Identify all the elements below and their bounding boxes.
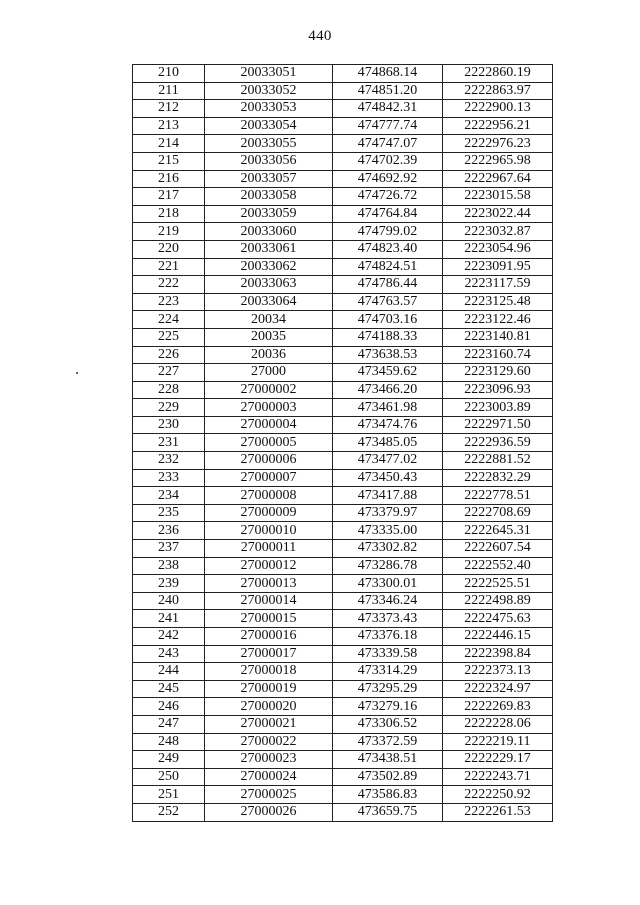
point-id-cell: 20033059 xyxy=(205,205,333,223)
row-index-cell: 223 xyxy=(133,293,205,311)
table-row xyxy=(133,663,553,681)
point-id-cell: 27000016 xyxy=(205,628,333,646)
point-id-cell: 20035 xyxy=(205,328,333,346)
table-row xyxy=(133,152,553,170)
row-index-cell: 235 xyxy=(133,504,205,522)
x-coordinate-cell: 473659.75 xyxy=(333,803,443,821)
point-id-cell: 20033053 xyxy=(205,100,333,118)
y-coordinate-cell: 2222832.29 xyxy=(443,469,553,487)
point-id-cell: 20033051 xyxy=(205,65,333,83)
point-id-cell: 27000024 xyxy=(205,768,333,786)
table-row xyxy=(133,469,553,487)
row-index-cell: 230 xyxy=(133,416,205,434)
table-row xyxy=(133,82,553,100)
x-coordinate-cell: 473474.76 xyxy=(333,416,443,434)
table-row xyxy=(133,399,553,417)
row-index-cell: 219 xyxy=(133,223,205,241)
point-id-cell: 27000026 xyxy=(205,803,333,821)
y-coordinate-cell: 2222228.06 xyxy=(443,715,553,733)
row-index-cell: 247 xyxy=(133,715,205,733)
y-coordinate-cell: 2223140.81 xyxy=(443,328,553,346)
point-id-cell: 20033057 xyxy=(205,170,333,188)
row-index-cell: 237 xyxy=(133,540,205,558)
row-index-cell: 241 xyxy=(133,610,205,628)
row-index-cell: 234 xyxy=(133,487,205,505)
x-coordinate-cell: 474703.16 xyxy=(333,311,443,329)
point-id-cell: 20036 xyxy=(205,346,333,364)
table-row xyxy=(133,698,553,716)
table-row xyxy=(133,452,553,470)
row-index-cell: 252 xyxy=(133,803,205,821)
point-id-cell: 20033060 xyxy=(205,223,333,241)
table-row xyxy=(133,786,553,804)
y-coordinate-cell: 2223129.60 xyxy=(443,364,553,382)
y-coordinate-cell: 2223015.58 xyxy=(443,188,553,206)
row-index-cell: 245 xyxy=(133,680,205,698)
row-index-cell: 248 xyxy=(133,733,205,751)
page-number: 440 xyxy=(308,28,332,44)
table-row xyxy=(133,381,553,399)
x-coordinate-cell: 473586.83 xyxy=(333,786,443,804)
point-id-cell: 20033064 xyxy=(205,293,333,311)
y-coordinate-cell: 2222446.15 xyxy=(443,628,553,646)
table-row xyxy=(133,223,553,241)
row-index-cell: 250 xyxy=(133,768,205,786)
table-row xyxy=(133,188,553,206)
x-coordinate-cell: 473300.01 xyxy=(333,575,443,593)
row-index-cell: 222 xyxy=(133,276,205,294)
point-id-cell: 20033061 xyxy=(205,240,333,258)
x-coordinate-cell: 473417.88 xyxy=(333,487,443,505)
x-coordinate-cell: 474726.72 xyxy=(333,188,443,206)
x-coordinate-cell: 473346.24 xyxy=(333,592,443,610)
y-coordinate-cell: 2222261.53 xyxy=(443,803,553,821)
point-id-cell: 20033055 xyxy=(205,135,333,153)
point-id-cell: 27000010 xyxy=(205,522,333,540)
y-coordinate-cell: 2222373.13 xyxy=(443,663,553,681)
x-coordinate-cell: 474692.92 xyxy=(333,170,443,188)
y-coordinate-cell: 2222860.19 xyxy=(443,65,553,83)
y-coordinate-cell: 2223122.46 xyxy=(443,311,553,329)
table-row xyxy=(133,487,553,505)
point-id-cell: 27000011 xyxy=(205,540,333,558)
x-coordinate-cell: 473376.18 xyxy=(333,628,443,646)
x-coordinate-cell: 473438.51 xyxy=(333,751,443,769)
row-index-cell: 228 xyxy=(133,381,205,399)
x-coordinate-cell: 473279.16 xyxy=(333,698,443,716)
table-row xyxy=(133,364,553,382)
point-id-cell: 27000 xyxy=(205,364,333,382)
x-coordinate-cell: 474799.02 xyxy=(333,223,443,241)
y-coordinate-cell: 2222243.71 xyxy=(443,768,553,786)
y-coordinate-cell: 2223096.93 xyxy=(443,381,553,399)
row-index-cell: 220 xyxy=(133,240,205,258)
table-row xyxy=(133,258,553,276)
row-index-cell: 213 xyxy=(133,117,205,135)
table-row xyxy=(133,733,553,751)
x-coordinate-cell: 473459.62 xyxy=(333,364,443,382)
table-row xyxy=(133,416,553,434)
table-row xyxy=(133,540,553,558)
x-coordinate-cell: 473466.20 xyxy=(333,381,443,399)
row-index-cell: 242 xyxy=(133,628,205,646)
y-coordinate-cell: 2222778.51 xyxy=(443,487,553,505)
y-coordinate-cell: 2222250.92 xyxy=(443,786,553,804)
table-row xyxy=(133,170,553,188)
table-row xyxy=(133,205,553,223)
table-row xyxy=(133,311,553,329)
y-coordinate-cell: 2222976.23 xyxy=(443,135,553,153)
y-coordinate-cell: 2222900.13 xyxy=(443,100,553,118)
point-id-cell: 27000015 xyxy=(205,610,333,628)
row-index-cell: 229 xyxy=(133,399,205,417)
table-row xyxy=(133,135,553,153)
point-id-cell: 20033056 xyxy=(205,152,333,170)
x-coordinate-cell: 474824.51 xyxy=(333,258,443,276)
row-index-cell: 225 xyxy=(133,328,205,346)
y-coordinate-cell: 2222936.59 xyxy=(443,434,553,452)
row-index-cell: 224 xyxy=(133,311,205,329)
y-coordinate-cell: 2222324.97 xyxy=(443,680,553,698)
point-id-cell: 20034 xyxy=(205,311,333,329)
table-row xyxy=(133,628,553,646)
point-id-cell: 27000012 xyxy=(205,557,333,575)
table-row xyxy=(133,592,553,610)
row-index-cell: 233 xyxy=(133,469,205,487)
row-index-cell: 251 xyxy=(133,786,205,804)
table-row xyxy=(133,522,553,540)
point-id-cell: 27000019 xyxy=(205,680,333,698)
row-index-cell: 218 xyxy=(133,205,205,223)
point-id-cell: 27000022 xyxy=(205,733,333,751)
point-id-cell: 27000005 xyxy=(205,434,333,452)
point-id-cell: 20033054 xyxy=(205,117,333,135)
row-index-cell: 210 xyxy=(133,65,205,83)
table-row xyxy=(133,575,553,593)
row-index-cell: 221 xyxy=(133,258,205,276)
point-id-cell: 27000009 xyxy=(205,504,333,522)
table-row xyxy=(133,610,553,628)
table-row xyxy=(133,100,553,118)
x-coordinate-cell: 474842.31 xyxy=(333,100,443,118)
y-coordinate-cell: 2222881.52 xyxy=(443,452,553,470)
y-coordinate-cell: 2222708.69 xyxy=(443,504,553,522)
x-coordinate-cell: 474702.39 xyxy=(333,152,443,170)
y-coordinate-cell: 2222965.98 xyxy=(443,152,553,170)
y-coordinate-cell: 2222229.17 xyxy=(443,751,553,769)
row-index-cell: 212 xyxy=(133,100,205,118)
point-id-cell: 27000018 xyxy=(205,663,333,681)
table-row xyxy=(133,240,553,258)
y-coordinate-cell: 2223091.95 xyxy=(443,258,553,276)
x-coordinate-cell: 474747.07 xyxy=(333,135,443,153)
x-coordinate-cell: 473295.29 xyxy=(333,680,443,698)
x-coordinate-cell: 473372.59 xyxy=(333,733,443,751)
y-coordinate-cell: 2222398.84 xyxy=(443,645,553,663)
x-coordinate-cell: 473461.98 xyxy=(333,399,443,417)
y-coordinate-cell: 2222971.50 xyxy=(443,416,553,434)
y-coordinate-cell: 2222552.40 xyxy=(443,557,553,575)
x-coordinate-cell: 473502.89 xyxy=(333,768,443,786)
x-coordinate-cell: 474851.20 xyxy=(333,82,443,100)
point-id-cell: 27000017 xyxy=(205,645,333,663)
x-coordinate-cell: 474868.14 xyxy=(333,65,443,83)
x-coordinate-cell: 474763.57 xyxy=(333,293,443,311)
table-row xyxy=(133,803,553,821)
point-id-cell: 27000021 xyxy=(205,715,333,733)
row-index-cell: 244 xyxy=(133,663,205,681)
x-coordinate-cell: 473302.82 xyxy=(333,540,443,558)
y-coordinate-cell: 2222863.97 xyxy=(443,82,553,100)
x-coordinate-cell: 474777.74 xyxy=(333,117,443,135)
row-index-cell: 226 xyxy=(133,346,205,364)
x-coordinate-cell: 473306.52 xyxy=(333,715,443,733)
row-index-cell: 217 xyxy=(133,188,205,206)
y-coordinate-cell: 2222967.64 xyxy=(443,170,553,188)
table-row xyxy=(133,117,553,135)
x-coordinate-cell: 473477.02 xyxy=(333,452,443,470)
x-coordinate-cell: 473450.43 xyxy=(333,469,443,487)
y-coordinate-cell: 2223022.44 xyxy=(443,205,553,223)
y-coordinate-cell: 2222645.31 xyxy=(443,522,553,540)
margin-mark xyxy=(76,372,78,374)
y-coordinate-cell: 2222607.54 xyxy=(443,540,553,558)
coordinates-table xyxy=(132,64,553,822)
y-coordinate-cell: 2223003.89 xyxy=(443,399,553,417)
point-id-cell: 27000023 xyxy=(205,751,333,769)
point-id-cell: 27000014 xyxy=(205,592,333,610)
row-index-cell: 211 xyxy=(133,82,205,100)
x-coordinate-cell: 473373.43 xyxy=(333,610,443,628)
row-index-cell: 238 xyxy=(133,557,205,575)
point-id-cell: 27000007 xyxy=(205,469,333,487)
y-coordinate-cell: 2223125.48 xyxy=(443,293,553,311)
row-index-cell: 216 xyxy=(133,170,205,188)
point-id-cell: 27000003 xyxy=(205,399,333,417)
row-index-cell: 243 xyxy=(133,645,205,663)
point-id-cell: 27000025 xyxy=(205,786,333,804)
table-row xyxy=(133,751,553,769)
x-coordinate-cell: 474764.84 xyxy=(333,205,443,223)
table-row xyxy=(133,768,553,786)
point-id-cell: 27000008 xyxy=(205,487,333,505)
table-row xyxy=(133,434,553,452)
y-coordinate-cell: 2223160.74 xyxy=(443,346,553,364)
point-id-cell: 20033052 xyxy=(205,82,333,100)
x-coordinate-cell: 473339.58 xyxy=(333,645,443,663)
point-id-cell: 27000013 xyxy=(205,575,333,593)
x-coordinate-cell: 473335.00 xyxy=(333,522,443,540)
point-id-cell: 27000006 xyxy=(205,452,333,470)
table-row xyxy=(133,328,553,346)
row-index-cell: 232 xyxy=(133,452,205,470)
row-index-cell: 239 xyxy=(133,575,205,593)
y-coordinate-cell: 2222219.11 xyxy=(443,733,553,751)
table-row xyxy=(133,680,553,698)
table-row xyxy=(133,276,553,294)
y-coordinate-cell: 2222269.83 xyxy=(443,698,553,716)
row-index-cell: 236 xyxy=(133,522,205,540)
row-index-cell: 214 xyxy=(133,135,205,153)
x-coordinate-cell: 473638.53 xyxy=(333,346,443,364)
table-row xyxy=(133,293,553,311)
row-index-cell: 240 xyxy=(133,592,205,610)
x-coordinate-cell: 473485.05 xyxy=(333,434,443,452)
row-index-cell: 246 xyxy=(133,698,205,716)
y-coordinate-cell: 2222498.89 xyxy=(443,592,553,610)
y-coordinate-cell: 2223117.59 xyxy=(443,276,553,294)
point-id-cell: 27000020 xyxy=(205,698,333,716)
table-row xyxy=(133,65,553,83)
table-row xyxy=(133,645,553,663)
x-coordinate-cell: 474786.44 xyxy=(333,276,443,294)
y-coordinate-cell: 2222475.63 xyxy=(443,610,553,628)
point-id-cell: 27000004 xyxy=(205,416,333,434)
table-row xyxy=(133,557,553,575)
y-coordinate-cell: 2222956.21 xyxy=(443,117,553,135)
y-coordinate-cell: 2223054.96 xyxy=(443,240,553,258)
table-row xyxy=(133,715,553,733)
row-index-cell: 231 xyxy=(133,434,205,452)
point-id-cell: 20033062 xyxy=(205,258,333,276)
x-coordinate-cell: 474188.33 xyxy=(333,328,443,346)
y-coordinate-cell: 2222525.51 xyxy=(443,575,553,593)
coordinates-table-body xyxy=(133,65,553,822)
x-coordinate-cell: 473286.78 xyxy=(333,557,443,575)
row-index-cell: 227 xyxy=(133,364,205,382)
row-index-cell: 249 xyxy=(133,751,205,769)
point-id-cell: 20033058 xyxy=(205,188,333,206)
point-id-cell: 20033063 xyxy=(205,276,333,294)
y-coordinate-cell: 2223032.87 xyxy=(443,223,553,241)
row-index-cell: 215 xyxy=(133,152,205,170)
point-id-cell: 27000002 xyxy=(205,381,333,399)
x-coordinate-cell: 474823.40 xyxy=(333,240,443,258)
x-coordinate-cell: 473314.29 xyxy=(333,663,443,681)
table-row xyxy=(133,504,553,522)
table-row xyxy=(133,346,553,364)
x-coordinate-cell: 473379.97 xyxy=(333,504,443,522)
